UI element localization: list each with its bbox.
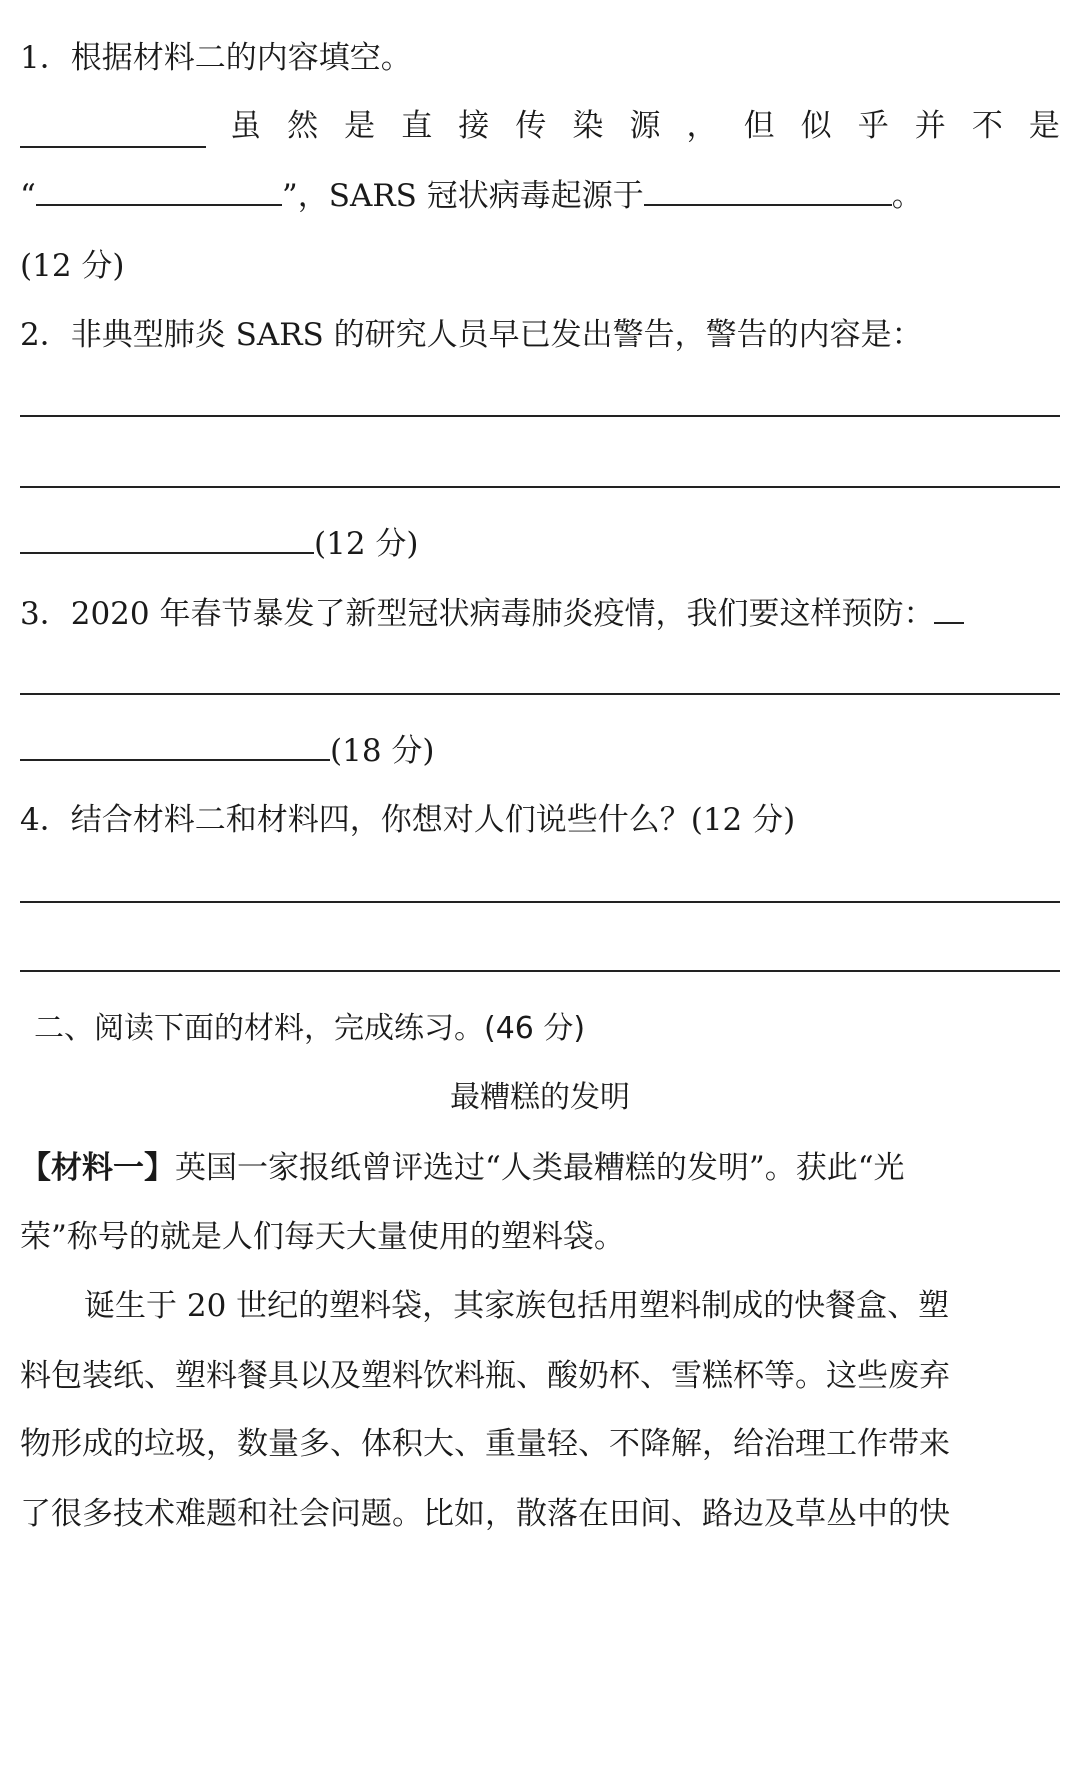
q1-line-a-char: 接 <box>458 108 490 144</box>
q1-line-a-char: 似 <box>800 108 832 144</box>
q1-line-a-char: 虽 <box>230 108 261 144</box>
q1-line-b-text: ”，SARS 冠状病毒起源于 <box>281 178 644 214</box>
q2-answer-line-3[interactable] <box>20 522 314 554</box>
para2-line2: 料包装纸、塑料餐具以及塑料饮料瓶、酸奶杯、雪糕杯等。这些废弃 <box>20 1358 950 1394</box>
q3-last-line <box>20 729 1060 773</box>
q2-answer-line-1[interactable] <box>20 415 1060 417</box>
q1-blank-1[interactable] <box>20 116 206 148</box>
q3-answer-line-1[interactable] <box>20 693 1060 695</box>
q1-line-b <box>20 174 1060 218</box>
q1-line-a-char: 然 <box>287 108 319 144</box>
q3-title: 3．2020 年春节暴发了新型冠状病毒肺炎疫情，我们要这样预防： <box>20 596 935 632</box>
section2-heading: 二、阅读下面的材料，完成练习。(46 分) <box>34 1011 586 1046</box>
q1-line-a-char: 但 <box>743 108 775 144</box>
q1-line-a-char: 不 <box>971 108 1003 144</box>
q4-answer-line-1[interactable] <box>20 901 1060 903</box>
q2-answer-line-2[interactable] <box>20 486 1060 488</box>
q1-line-a-char: 是 <box>344 108 376 144</box>
q1-line-b-end: 。 <box>891 178 923 214</box>
q1-line-a-char: 源 <box>629 108 661 144</box>
para2-line3: 物形成的垃圾，数量多、体积大、重量轻、不降解，给治理工作带来 <box>20 1426 950 1462</box>
q1-line-a-char: 直 <box>401 108 433 144</box>
material1-line-1 <box>20 1146 1060 1190</box>
q1-score: (12 分) <box>20 248 125 284</box>
q1-blank-2[interactable] <box>36 174 282 206</box>
q1-line-a-char: 染 <box>572 108 604 144</box>
para1-line2: 荣”称号的就是人们每天大量使用的塑料袋。 <box>20 1219 625 1255</box>
q4-title: 4．结合材料二和材料四，你想对人们说些什么？(12 分) <box>20 802 796 838</box>
q1-line-a-char: 传 <box>515 108 547 144</box>
q2-last-line <box>20 522 1060 566</box>
q2-title: 2．非典型肺炎 SARS 的研究人员早已发出警告，警告的内容是： <box>20 317 923 353</box>
para1-line1: 英国一家报纸曾评选过“人类最糟糕的发明”。获此“光 <box>175 1150 905 1186</box>
q1-open-quote: “ <box>20 178 36 214</box>
q3-blank-start[interactable] <box>934 592 964 624</box>
q3-answer-line-2[interactable] <box>20 729 330 761</box>
q1-line-a-text <box>230 104 1060 148</box>
para2-line1: 诞生于 20 世纪的塑料袋，其家族包括用塑料制成的快餐盒、塑 <box>84 1288 950 1324</box>
q1-blank-3[interactable] <box>644 174 892 206</box>
q4-answer-line-2[interactable] <box>20 970 1060 972</box>
article-title: 最糟糕的发明 <box>450 1080 630 1115</box>
q3-title-line <box>20 592 1060 636</box>
q1-line-a-char: 并 <box>914 108 946 144</box>
q1-line-a-char: ， <box>686 108 718 144</box>
material-label: 【材料一】 <box>20 1150 175 1186</box>
para2-line4: 了很多技术难题和社会问题。比如，散落在田间、路边及草丛中的快 <box>20 1496 950 1532</box>
q3-score: (18 分) <box>330 733 435 769</box>
q1-line-a-char: 是 <box>1028 108 1060 144</box>
q1-title: 1．根据材料二的内容填空。 <box>20 40 412 76</box>
q1-line-a <box>20 104 1060 148</box>
q1-line-a-char: 乎 <box>857 108 889 144</box>
q2-score: (12 分) <box>314 526 419 562</box>
